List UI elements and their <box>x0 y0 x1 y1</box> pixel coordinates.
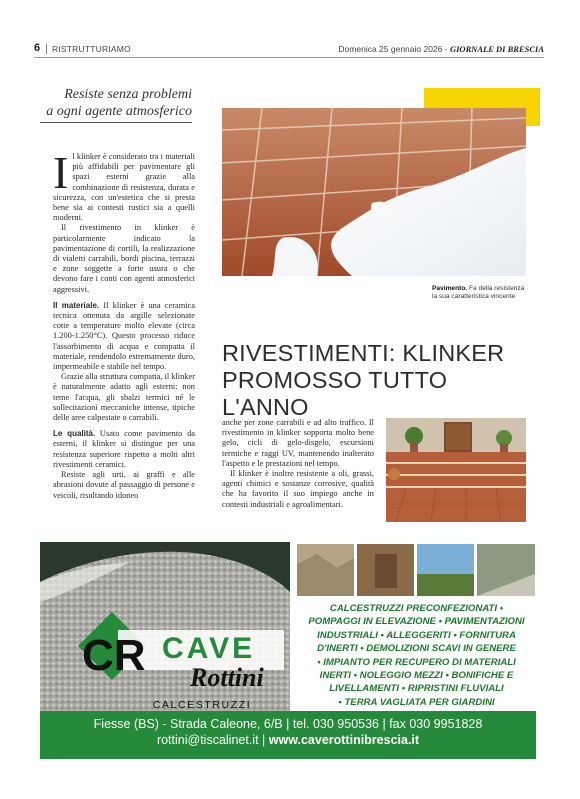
paragraph-5-text: Usato come pavimento da esterni, il klinker si distingue per una resistenza superiore rispetto a molti altri rivestimenti ceramici. <box>53 429 195 469</box>
page-number: 6 <box>34 42 41 54</box>
caption-text: Fa della resistenza la sua caratteristica vincente <box>432 285 525 301</box>
article-kicker <box>40 86 192 120</box>
contact-address-phone: Fiesse (BS) - Strada Caleone, 6/B | tel. 030 950536 | fax 030 9951828 <box>93 717 483 731</box>
kicker-line-2: a ogni agente atmosferico <box>46 104 192 119</box>
paragraph-3-text: Il klinker è una ceramica tecnica ottenuta da argille selezionate cotte a temperature molto elevate (circa 1.200-1.250°C). Questo processo riduce l'assorbimento di acqua e compatta il materiale, rendendolo estremamente duro, impermeabile e stabile nel tempo. <box>53 300 195 372</box>
cave-rottini-logo-mark <box>78 608 288 710</box>
article-column-1 <box>53 147 195 501</box>
photo-caption <box>432 285 530 302</box>
service-line-8: • TERRA VAGLIATA PER GIARDINI <box>338 696 495 708</box>
service-line-5: • IMPIANTO PER RECUPERO DI MATERIALI <box>317 656 516 668</box>
headline-line-1: RIVESTIMENTI: KLINKER <box>222 340 505 366</box>
advertisement-cave-rottini <box>40 542 536 759</box>
paragraph-4: Grazie alla struttura compatta, il klinker è naturalmente adatto agli esterni: non teme l'acqua, gli sbalzi termici né le sollecitazioni meccaniche intense, tipiche delle aree calpestate o carrabili. <box>53 372 195 423</box>
contact-website[interactable]: www.caverottinibrescia.it <box>268 733 420 747</box>
logo-script: Rottini <box>190 663 264 692</box>
service-line-6: INERTI • NOLEGGIO MEZZI • BONIFICHE E <box>319 670 514 682</box>
contact-separator: | <box>262 733 266 747</box>
paragraph-5 <box>53 429 195 470</box>
service-photos-strip <box>297 544 535 596</box>
service-line-3: INDUSTRIALI • ALLEGGERITI • FORNITURA <box>317 629 516 641</box>
logo-letters: CR <box>82 631 146 680</box>
paragraph-6: Resiste agli urti, ai graffi e alle abrasioni dovute al passaggio di persone e veicoli, risultando idoneo <box>53 470 195 500</box>
page-header <box>34 42 544 58</box>
ad-contact-footer <box>40 711 536 759</box>
article-headline <box>222 340 532 421</box>
paragraph-3 <box>53 301 195 372</box>
logo-subtitle: CALCESTRUZZI <box>152 699 252 711</box>
issue-date: Domenica 25 gennaio 2026 <box>338 44 443 54</box>
paragraph-7: anche per zone carrabili e ad alto traffico. Il rivestimento in klinker sopporta molto bene gelo, cicli di gelo-disgelo, escursioni termiche e raggi UV, mantenendo inalterato l'aspetto e le prestazioni nel tempo. <box>222 418 374 468</box>
drop-cap: I <box>53 147 69 198</box>
service-line-4: D'INERTI • DEMOLIZIONI SCAVI IN GENERE <box>317 643 516 655</box>
newspaper-name: GIORNALE DI BRESCIA <box>449 44 544 54</box>
paragraph-8: Il klinker è inoltre resistente a oli, grassi, agenti chimici e sostanze corrosive, qualità che ha favorito il suo impiego anche in contesti industriali e agroalimentari. <box>222 469 374 509</box>
paragraph-2: Il rivestimento in klinker è particolarmente indicato la pavimentazione di cortili, la realizzazione di vialetti carrabili, bordi piscina, terrazzi e zone soggette a forte usura o che devono fare i conti con agenti atmosferici aggressivi. <box>53 223 195 294</box>
contact-web-row <box>40 732 536 749</box>
service-line-7: LIVELLAMENTI • RIPRISTINI FLUVIALI <box>329 683 504 695</box>
hero-photo-snowy-tiles <box>222 108 526 276</box>
paragraph-3-lead: Il materiale. <box>53 300 100 310</box>
article-column-2 <box>222 418 374 510</box>
paragraph-5-lead: Le qualità. <box>53 429 96 439</box>
paragraph-1: l klinker è considerato tra i materiali più affidabili per pavimentare gli spazi esterni grazie alla combinazione di resistenza, durata e sicurezza, con un'estetica che si presta bene sia ai contesti rustici sia a quelli moderni. <box>53 152 195 223</box>
headline-line-2: PROMOSSO TUTTO L'ANNO <box>222 367 448 420</box>
caption-lead: Pavimento. <box>432 285 468 292</box>
section-label: RISTRUTTURIAMO <box>46 44 131 54</box>
header-separator: · <box>444 44 448 54</box>
contact-email[interactable]: rottini@tiscalinet.it <box>156 733 259 747</box>
service-thumbnails <box>297 544 535 596</box>
logo-word: CAVE <box>162 632 256 665</box>
stairs-photo <box>386 418 526 522</box>
service-line-2: POMPAGGI IN ELEVAZIONE • PAVIMENTAZIONI <box>308 616 525 628</box>
service-line-1: CALCESTRUZZI PRECONFEZIONATI • <box>329 603 504 614</box>
kicker-divider <box>40 122 192 123</box>
header-date-masthead <box>338 44 544 54</box>
tiled-stairs-illustration <box>386 418 526 522</box>
services-list <box>297 602 536 709</box>
tile-snow-illustration <box>222 108 526 276</box>
kicker-line-1: Resiste senza problemi <box>64 87 192 102</box>
company-logo <box>78 608 288 710</box>
